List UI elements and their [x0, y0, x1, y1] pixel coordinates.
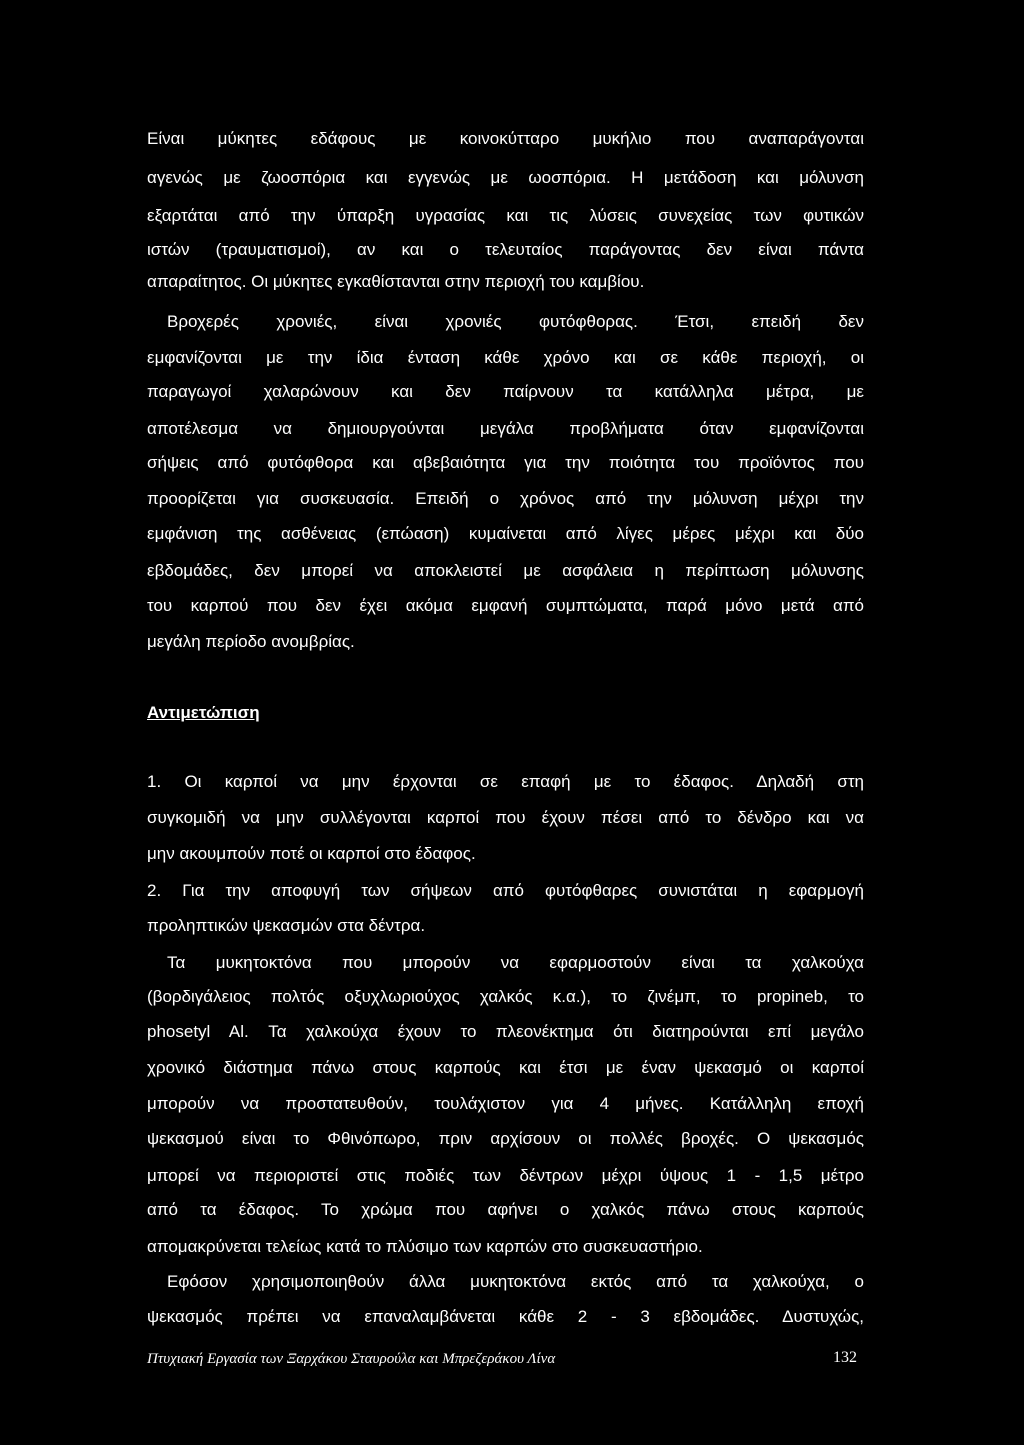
list-line-5: προληπτικών ψεκασμών στα δέντρα. [147, 916, 426, 935]
body-line-8: παραγωγοί χαλαρώνουν και δεν παίρνουν τα κατάλληλα μέτρα, με [147, 382, 864, 401]
page-number: 132 [833, 1349, 857, 1366]
body-line-15: μεγάλη περίοδο ανομβρίας. [147, 632, 355, 651]
body-line-21: ψεκασμού είναι το Φθινόπωρο, πριν αρχίσουν οι πολλές βροχές. Ο ψεκασμός [147, 1129, 864, 1148]
body-line-12: εμφάνιση της ασθένειας (επώαση) κυμαίνεται από λίγες μέρες μέχρι και δύο [147, 524, 864, 543]
body-line-25: Εφόσον χρησιμοποιηθούν άλλα μυκητοκτόνα εκτός από τα χαλκούχα, ο [167, 1272, 864, 1291]
list-line-3: μην ακουμπούν ποτέ οι καρποί στο έδαφος. [147, 844, 476, 863]
section-heading: Αντιμετώπιση [147, 703, 260, 722]
body-line-17: (βορδιγάλειος πολτός οξυχλωριούχος χαλκός κ.α.), το ζινέμπ, το propineb, το [147, 987, 864, 1006]
body-line-13: εβδομάδες, δεν μπορεί να αποκλειστεί με ασφάλεια η περίπτωση μόλυνσης [147, 561, 864, 580]
body-line-10: σήψεις από φυτόφθορα και αβεβαιότητα για την ποιότητα του προϊόντος που [147, 453, 864, 472]
body-line-23: από τα έδαφος. Το χρώμα που αφήνει ο χαλκός πάνω στους καρπούς [147, 1200, 864, 1219]
body-line-4: ιστών (τραυματισμοί), αν και ο τελευταίος παράγοντας δεν είναι πάντα [147, 240, 864, 259]
list-line-4: 2. Για την αποφυγή των σήψεων από φυτόφθαρες συνιστάται η εφαρμογή [147, 881, 864, 900]
body-line-6: Βροχερές χρονιές, είναι χρονιές φυτόφθορας. Έτσι, επειδή δεν [167, 312, 864, 331]
body-line-7: εμφανίζονται με την ίδια ένταση κάθε χρόνο και σε κάθε περιοχή, οι [147, 348, 864, 367]
body-line-5: απαραίτητος. Οι μύκητες εγκαθίστανται στην περιοχή του καμβίου. [147, 272, 645, 291]
body-line-3: εξαρτάται από την ύπαρξη υγρασίας και τις λύσεις συνεχείας των φυτικών [147, 206, 864, 225]
body-line-1: Είναι μύκητες εδάφους με κοινοκύτταρο μυκήλιο που αναπαράγονται [147, 129, 864, 148]
body-line-26: ψεκασμός πρέπει να επαναλαμβάνεται κάθε 2 - 3 εβδομάδες. Δυστυχώς, [147, 1307, 864, 1326]
body-line-22: μπορεί να περιοριστεί στις ποδιές των δέντρων μέχρι ύψους 1 - 1,5 μέτρο [147, 1166, 864, 1185]
body-line-14: του καρπού που δεν έχει ακόμα εμφανή συμπτώματα, παρά μόνο μετά από [147, 596, 864, 615]
body-line-18: phosetyl Al. Τα χαλκούχα έχουν το πλεονέκτημα ότι διατηρούνται επί μεγάλο [147, 1022, 864, 1041]
page-footer: Πτυχιακή Εργασία των Ξαρχάκου Σταυρούλα και Μπρεζεράκου Λίνα [147, 1351, 556, 1367]
body-line-24: απομακρύνεται τελείως κατά το πλύσιμο των καρπών στο συσκευαστήριο. [147, 1237, 703, 1256]
body-line-9: αποτέλεσμα να δημιουργούνται μεγάλα προβλήματα όταν εμφανίζονται [147, 419, 864, 438]
list-line-2: συγκομιδή να μην συλλέγονται καρποί που έχουν πέσει από το δένδρο και να [147, 808, 864, 827]
body-line-19: χρονικό διάστημα πάνω στους καρπούς και έτσι με έναν ψεκασμό οι καρποί [147, 1058, 864, 1077]
body-line-2: αγενώς με ζωοσπόρια και εγγενώς με ωοσπόρια. Η μετάδοση και μόλυνση [147, 168, 864, 187]
body-line-16: Τα μυκητοκτόνα που μπορούν να εφαρμοστούν είναι τα χαλκούχα [167, 953, 864, 972]
body-line-11: προορίζεται για συσκευασία. Επειδή ο χρόνος από την μόλυνση μέχρι την [147, 489, 864, 508]
body-line-20: μπορούν να προστατευθούν, τουλάχιστον για 4 μήνες. Κατάλληλη εποχή [147, 1094, 864, 1113]
list-line-1: 1. Οι καρποί να μην έρχονται σε επαφή με το έδαφος. Δηλαδή στη [147, 772, 864, 791]
